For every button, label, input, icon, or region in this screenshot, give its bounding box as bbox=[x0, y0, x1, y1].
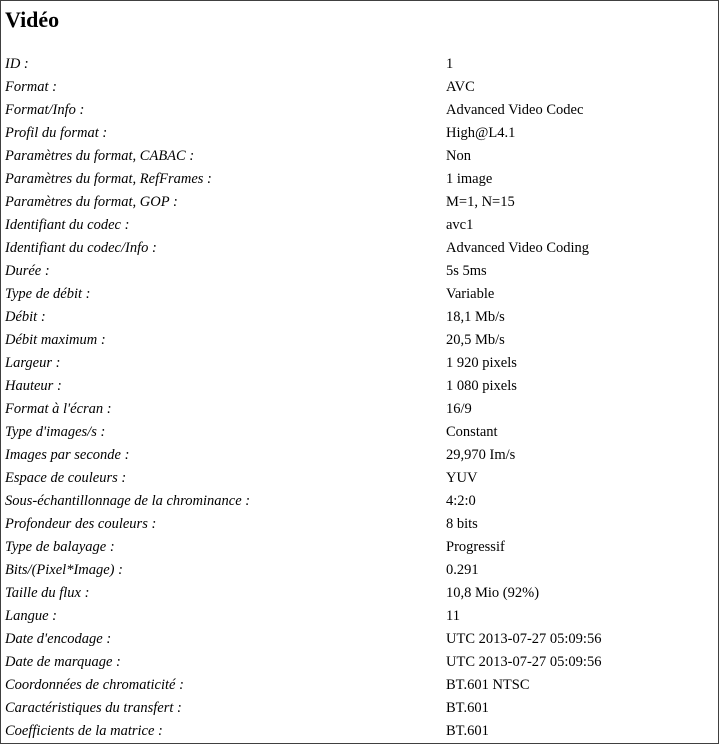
property-row bbox=[5, 582, 601, 605]
property-label: ID : bbox=[5, 56, 29, 72]
property-value: 8 bits bbox=[446, 516, 478, 532]
property-label: Profondeur des couleurs : bbox=[5, 516, 157, 532]
property-value: BT.601 bbox=[446, 700, 489, 716]
property-value: 5s 5ms bbox=[446, 263, 487, 279]
property-value: 16/9 bbox=[446, 401, 472, 417]
property-value: 11 bbox=[446, 608, 460, 624]
property-value: BT.601 bbox=[446, 723, 489, 739]
property-label: Langue : bbox=[5, 608, 57, 624]
property-label: Caractéristiques du transfert : bbox=[5, 700, 182, 716]
property-value: 29,970 Im/s bbox=[446, 447, 516, 463]
property-value: BT.601 NTSC bbox=[446, 677, 530, 693]
property-value: 1 080 pixels bbox=[446, 378, 517, 394]
property-label: Taille du flux : bbox=[5, 585, 90, 601]
property-row bbox=[5, 76, 601, 99]
property-row bbox=[5, 536, 601, 559]
property-value: Advanced Video Codec bbox=[446, 102, 584, 118]
property-value: 10,8 Mio (92%) bbox=[446, 585, 540, 601]
property-row bbox=[5, 513, 601, 536]
property-label: Date de marquage : bbox=[5, 654, 121, 670]
property-value: Progressif bbox=[446, 539, 505, 555]
property-label: Largeur : bbox=[5, 355, 61, 371]
property-row bbox=[5, 375, 601, 398]
property-row bbox=[5, 467, 601, 490]
property-row bbox=[5, 421, 601, 444]
property-label: Bits/(Pixel*Image) : bbox=[5, 562, 123, 578]
property-value: UTC 2013-07-27 05:09:56 bbox=[446, 654, 602, 670]
property-label: Paramètres du format, RefFrames : bbox=[5, 171, 212, 187]
property-value: High@L4.1 bbox=[446, 125, 516, 141]
property-label: Date d'encodage : bbox=[5, 631, 112, 647]
property-label: Format à l'écran : bbox=[5, 401, 112, 417]
property-row bbox=[5, 559, 601, 582]
property-row bbox=[5, 720, 601, 743]
section-title: Vidéo bbox=[5, 7, 60, 32]
property-row bbox=[5, 306, 601, 329]
property-label: Paramètres du format, CABAC : bbox=[5, 148, 195, 164]
property-row bbox=[5, 605, 601, 628]
property-row bbox=[5, 122, 601, 145]
property-label: Type d'images/s : bbox=[5, 424, 106, 440]
property-value: 0.291 bbox=[446, 562, 479, 578]
property-row bbox=[5, 329, 601, 352]
property-value: 1 920 pixels bbox=[446, 355, 517, 371]
property-value: 4:2:0 bbox=[446, 493, 476, 509]
property-label: Durée : bbox=[5, 263, 50, 279]
property-row bbox=[5, 53, 601, 76]
property-value: UTC 2013-07-27 05:09:56 bbox=[446, 631, 602, 647]
property-row bbox=[5, 651, 601, 674]
property-row bbox=[5, 674, 601, 697]
properties-table-body bbox=[5, 53, 601, 743]
property-row bbox=[5, 628, 601, 651]
property-label: Espace de couleurs : bbox=[5, 470, 127, 486]
property-label: Identifiant du codec/Info : bbox=[5, 240, 157, 256]
property-value: 18,1 Mb/s bbox=[446, 309, 505, 325]
property-label: Format/Info : bbox=[5, 102, 85, 118]
property-value: 1 image bbox=[446, 171, 493, 187]
property-value: Advanced Video Coding bbox=[446, 240, 590, 256]
property-label: Images par seconde : bbox=[5, 447, 130, 463]
property-label: Type de balayage : bbox=[5, 539, 115, 555]
property-row bbox=[5, 490, 601, 513]
property-row bbox=[5, 283, 601, 306]
property-row bbox=[5, 145, 601, 168]
property-value: AVC bbox=[446, 79, 475, 95]
property-label: Coefficients de la matrice : bbox=[5, 723, 163, 739]
property-row bbox=[5, 191, 601, 214]
property-label: Hauteur : bbox=[5, 378, 62, 394]
property-row bbox=[5, 444, 601, 467]
property-label: Débit : bbox=[5, 309, 46, 325]
property-label: Type de débit : bbox=[5, 286, 91, 302]
property-label: Débit maximum : bbox=[5, 332, 106, 348]
property-value: Constant bbox=[446, 424, 498, 440]
property-value: YUV bbox=[446, 470, 478, 486]
property-label: Coordonnées de chromaticité : bbox=[5, 677, 184, 693]
property-value: Variable bbox=[446, 286, 495, 302]
property-value: avc1 bbox=[446, 217, 474, 233]
properties-table bbox=[5, 53, 601, 743]
property-row bbox=[5, 398, 601, 421]
property-value: 20,5 Mb/s bbox=[446, 332, 505, 348]
property-label: Paramètres du format, GOP : bbox=[5, 194, 178, 210]
property-value: 1 bbox=[446, 56, 454, 72]
property-label: Profil du format : bbox=[5, 125, 108, 141]
property-label: Sous-échantillonnage de la chrominance : bbox=[5, 493, 251, 509]
property-row bbox=[5, 168, 601, 191]
property-label: Format : bbox=[5, 79, 57, 95]
property-value: M=1, N=15 bbox=[446, 194, 515, 210]
property-label: Identifiant du codec : bbox=[5, 217, 130, 233]
property-row bbox=[5, 697, 601, 720]
property-value: Non bbox=[446, 148, 471, 164]
property-row bbox=[5, 260, 601, 283]
property-row bbox=[5, 237, 601, 260]
property-row bbox=[5, 214, 601, 237]
property-row bbox=[5, 352, 601, 375]
property-row bbox=[5, 99, 601, 122]
